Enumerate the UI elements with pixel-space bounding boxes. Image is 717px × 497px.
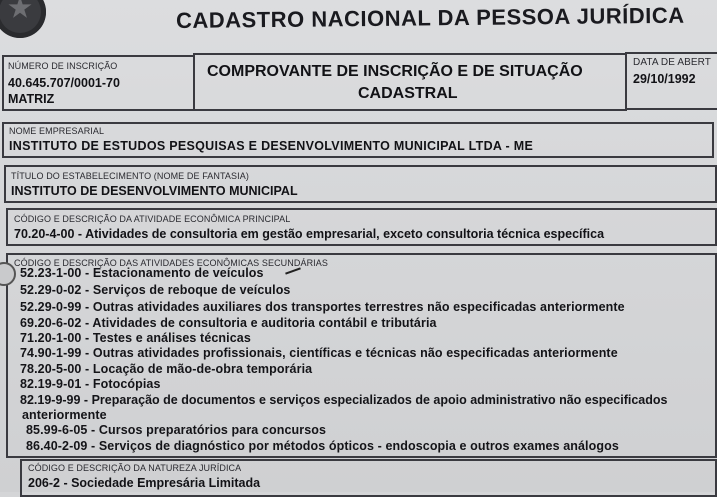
data-abertura-label: DATA DE ABERT	[633, 57, 711, 68]
secondary-activity-row: 82.19-9-99 - Preparação de documentos e serviços especializados de apoio administrativo não especificados	[20, 393, 668, 407]
nome-empresarial-label: NOME EMPRESARIAL	[9, 126, 105, 136]
nome-empresarial-box	[2, 122, 714, 158]
nome-empresarial-value: INSTITUTO DE ESTUDOS PESQUISAS E DESENVOLVIMENTO MUNICIPAL LTDA - ME	[9, 139, 534, 153]
secondary-activity-row: 86.40-2-09 - Serviços de diagnóstico por métodos ópticos - endoscopia e outros exames análogos	[26, 439, 619, 453]
secondary-activity-row: 52.23-1-00 - Estacionamento de veículos	[20, 266, 264, 280]
secondary-activity-row: 52.29-0-02 - Serviços de reboque de veículos	[20, 283, 291, 297]
comprovante-title-line2: CADASTRAL	[358, 85, 458, 102]
secondary-activity-row: 82.19-9-01 - Fotocópias	[20, 377, 161, 391]
titulo-estabelecimento-value: INSTITUTO DE DESENVOLVIMENTO MUNICIPAL	[11, 184, 298, 198]
atividade-principal-value: 70.20-4-00 - Atividades de consultoria em gestão empresarial, exceto consultoria técnica específica	[14, 227, 605, 241]
inscricao-number: 40.645.707/0001-70	[8, 76, 120, 90]
data-abertura-box	[625, 52, 717, 110]
secondary-activity-row: 85.99-6-05 - Cursos preparatórios para concursos	[26, 423, 327, 437]
data-abertura-value: 29/10/1992	[633, 72, 696, 86]
secondary-activity-row: 52.29-0-99 - Outras atividades auxiliares dos transportes terrestres não especificadas anteriormente	[20, 300, 625, 314]
natureza-juridica-box	[20, 459, 717, 497]
inscricao-box	[2, 55, 195, 111]
inscricao-type: MATRIZ	[8, 92, 55, 106]
secondary-activity-row: anteriormente	[22, 408, 107, 422]
atividade-principal-box	[6, 208, 717, 246]
titulo-estabelecimento-label: TÍTULO DO ESTABELECIMENTO (NOME DE FANTASIA)	[11, 171, 249, 181]
secondary-activity-row: 71.20-1-00 - Testes e análises técnicas	[20, 331, 251, 345]
secondary-activity-row: 78.20-5-00 - Locação de mão-de-obra temporária	[20, 362, 313, 376]
emblem-star-shape	[8, 0, 32, 20]
titulo-estabelecimento-box	[4, 165, 717, 203]
secondary-activity-row: 69.20-6-02 - Atividades de consultoria e auditoria contábil e tributária	[20, 316, 437, 330]
secondary-activity-row: 74.90-1-99 - Outras atividades profissionais, científicas e técnicas não especificadas anteriormente	[20, 346, 618, 360]
atividades-secundarias-label: CÓDIGO E DESCRIÇÃO DAS ATIVIDADES ECONÔMICAS SECUNDÁRIAS	[14, 258, 328, 268]
natureza-juridica-label: CÓDIGO E DESCRIÇÃO DA NATUREZA JURÍDICA	[28, 463, 242, 473]
brazil-coat-of-arms-icon	[0, 0, 46, 38]
natureza-juridica-value: 206-2 - Sociedade Empresária Limitada	[28, 476, 261, 490]
inscricao-label: NÚMERO DE INSCRIÇÃO	[8, 61, 118, 71]
comprovante-title-line1: COMPROVANTE DE INSCRIÇÃO E DE SITUAÇÃO	[207, 63, 583, 80]
page-title: CADASTRO NACIONAL DA PESSOA JURÍDICA	[175, 2, 685, 33]
atividade-principal-label: CÓDIGO E DESCRIÇÃO DA ATIVIDADE ECONÔMICA PRINCIPAL	[14, 214, 291, 224]
comprovante-box	[193, 53, 627, 111]
